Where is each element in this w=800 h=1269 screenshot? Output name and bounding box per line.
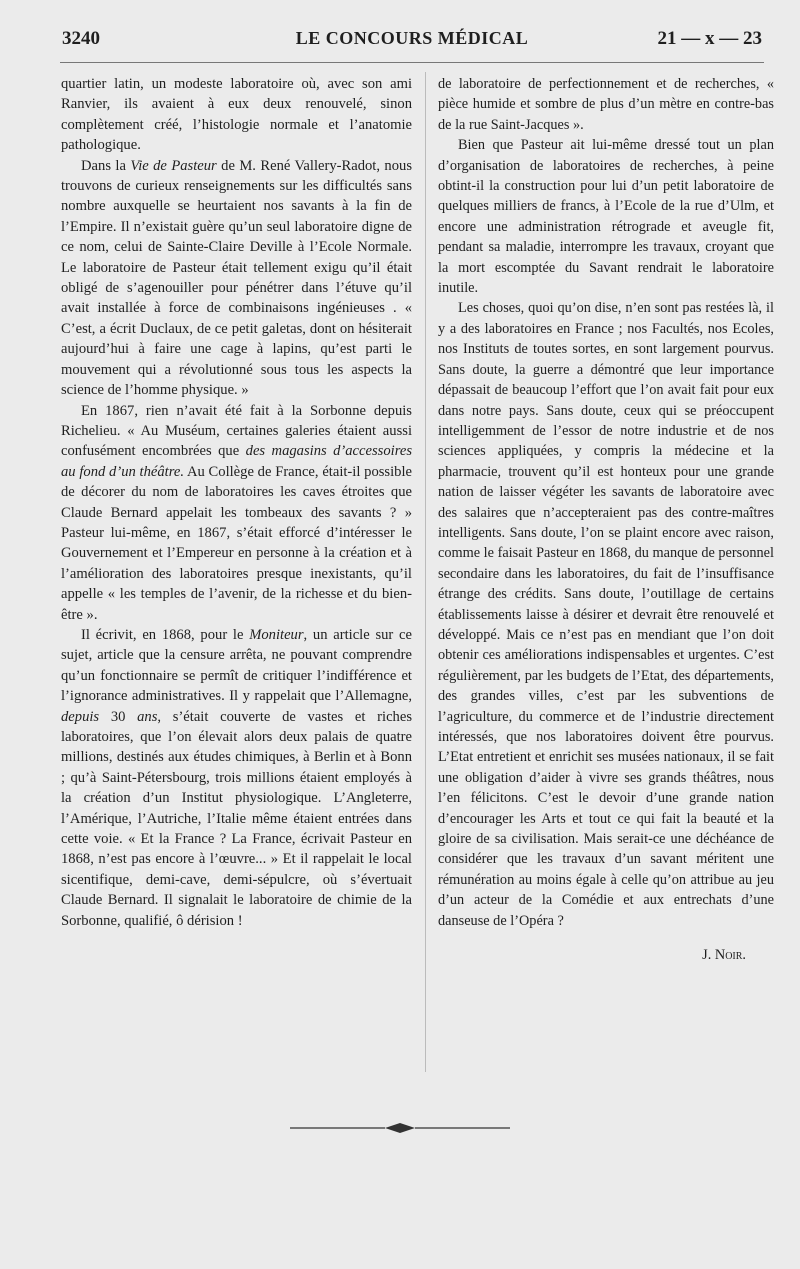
- paragraph: de laboratoire de perfectionnement et de recherches, « pièce humide et sombre de plus d’un mètre en contre-bas de la rue Saint-Jacques ».: [438, 76, 774, 133]
- paragraph: quartier latin, un modeste laboratoire où, avec son ami Ranvier, ils avaient à eux deux renouvelé, sinon complètement créé, l’histologie normale et l’anatomie pathologique.: [61, 76, 412, 154]
- book-title: Vie de Pasteur: [130, 157, 217, 174]
- left-column: [61, 74, 412, 931]
- right-column: [438, 74, 774, 965]
- paragraph: Les choses, quoi qu’on dise, n’en sont pas restées là, il y a des laboratoires en France ; nos Facultés, nos Ecoles, nos Instituts de toutes sortes, en sont largement pourvus. Sans doute, la guerre a démontré que leur importance dépassait de beaucoup l’effort que l’on avait fait pour eux dans notre pays. Sans doute, ceux qui se préoccupent intelligemment de l’essor de notre industrie et de nos sciences appliquées, y compris la médecine et la pharmacie, trouvent qu’il est honteux pour une grande nation de laisser végéter les savants de laboratoire avec des salaires que n’accepteraient pas des contre-maîtres intelligents. Sans doute, l’on se plaint encore avec raison, comme le faisait Pasteur en 1868, du manque de personnel secondaire dans les laboratoires, du fait de l’insuffisance étrange des crédits. Sans doute, l’outillage de certains établissements laisse à désirer et devrait être renouvelé et développé. Mais ce n’est pas en mendiant que l’on doit obtenir ces améliorations indispensables et urgentes. C’est régulièrement, par les budgets de l’Etat, des départements, des grandes villes, c’est par les subventions de l’agriculture, du commerce et de l’industrie directement intéressés, que nos laboratoires doivent être pourvus. L’Etat entretient et enrichit ses musées nationaux, il se fait une obligation d’aider à vivre ses grands théâtres, nous l’en félicitons. C’est le devoir d’une grande nation d’encourager les Arts et tout ce qui fait la beauté et la gloire de sa civilisation. Mais serait-ce une déchéance de considérer que les travaux d’un savant méritent une rémunération au moins égale à celle qu’on attribue au jeu d’un acteur de la Comédie et aux entrechats d’une danseuse de l’Opéra ?: [438, 300, 774, 929]
- issue-date: 21 — x — 23: [657, 28, 762, 49]
- page-number: 3240: [62, 28, 100, 49]
- paragraph: Il écrivit, en 1868, pour le Moniteur, un article sur ce sujet, article que la censure arrêta, ne pouvant comprendre qu’un fonctionnaire se permît de critiquer l’indifférence et l’ignorance administratives. Il y rappelait que l’Allemagne, depuis 30 ans, s’était couverte de vastes et riches laboratoires, que l’on élevait alors deux palais de quatre millions, destinés aux études chimiques, à Berlin et à Bonn ; qu’à Saint-Pétersbourg, trois millions étaient employés à la création d’un Institut physiologique. L’Angleterre, l’Amérique, l’Autriche, l’Italie même étaient entrées dans cette voie. « Et la France ? La France, écrivait Pasteur en 1868, n’est pas encore à l’œuvre... » Et il rappelait le local sicentifique, demi-cave, demi-sépulcre, où s’évertuait Claude Bernard. Il signalait le laboratoire de chimie de la Sorbonne, qualifié, ô dérision !: [61, 626, 412, 929]
- newspaper-title: Moniteur: [249, 626, 304, 643]
- journal-title: LE CONCOURS MÉDICAL: [295, 28, 529, 48]
- author-signature: J. Noir.: [702, 947, 746, 964]
- paragraph: En 1867, rien n’avait été fait à la Sorbonne depuis Richelieu. « Au Muséum, certaines galeries étaient aussi confusément encombrées que des magasins d’accessoires au fond d’un théâtre. Au Collège de France, était-il possible de décorer du nom de laboratoires les caves étroites que Claude Bernard appelait les tombeaux des savants ? » Pasteur lui-même, en 1867, s’était efforcé d’intéresser le Gouvernement et l’Empereur en personne à la création et à l’amélioration des laboratoires presque inexistants, qu’il appelle « les temples de l’avenir, de la richesse et du bien-être ».: [61, 402, 412, 623]
- page-header: [62, 28, 762, 58]
- column-divider: [425, 72, 426, 1072]
- ornament-divider: [290, 1118, 510, 1138]
- header-rule: [60, 62, 764, 63]
- paragraph: Dans la Vie de Pasteur de M. René Vallery-Radot, nous trouvons de curieux renseignements sur les difficultés sans nombre auxquelle se heurtaient nos savants à la fin de l’Empire. Il n’existait guère qu’un seul laboratoire digne de ce nom, celui de Sainte-Claire Deville à l’Ecole Normale. Le laboratoire de Pasteur était tellement exigu qu’il était obligé de s’agenouiller pour pénétrer dans l’étuve qu’il avait installée à force de combinaisons ingénieuses . « C’est, a écrit Duclaux, de ce petit galetas, dont on hésiterait aujourd’hui à faire une cage à lapins, qu’est parti le mouvement qui a révolutionné sous tous les aspects la science de l’homme physique. »: [61, 157, 412, 399]
- paragraph: Bien que Pasteur ait lui-même dressé tout un plan d’organisation de laboratoires de recherches, à peine obtint-il la construction pour lui d’un petit laboratoire de quelques milliers de francs, à l’Ecole de la rue d’Ulm, et encore une administration rétrograde et aveugle fit, pendant sa maladie, interrompre les travaux, croyant que la mort escomptée du Savant rendrait le laboratoire inutile.: [438, 137, 774, 297]
